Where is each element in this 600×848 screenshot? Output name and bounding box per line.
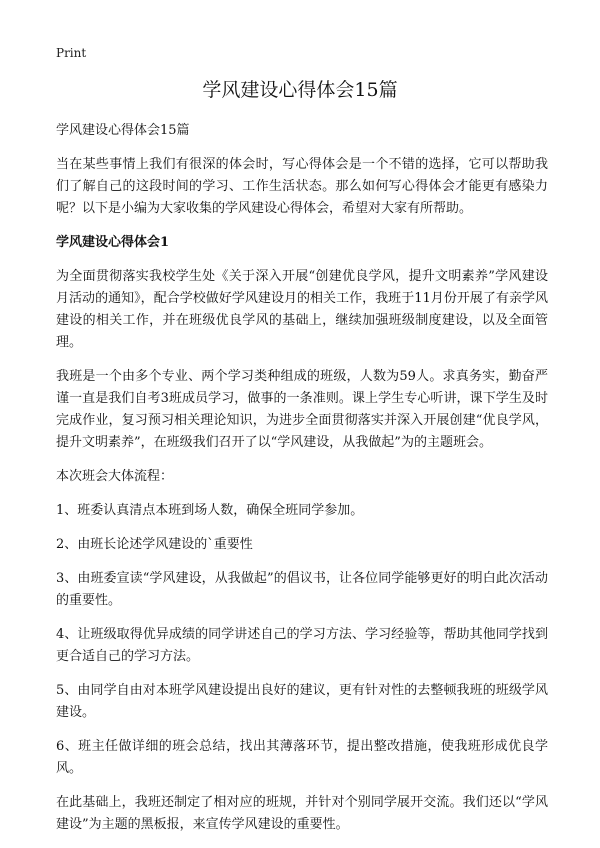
section-heading: 学风建设心得体会1: [56, 235, 170, 250]
list-item: 2、由班长论述学风建设的`重要性: [56, 537, 253, 552]
intro-paragraph: 当在某些事情上我们有很深的体会时，写心得体会是一个不错的选择，它可以帮助我们了解自己的这段时间的学习、工作生活状态。那么如何写心得体会才能更有感染力呢？以下是小编为大家收集的学风建设心得体会，希望对大家有所帮助。: [56, 157, 548, 216]
document-body: [56, 120, 548, 848]
document-subtitle: 学风建设心得体会15篇: [56, 123, 190, 138]
closing-paragraph: 在此基础上，我班还制定了相对应的班规，并针对个别同学展开交流。我们还以“学风建设”为主题的黑板报，来宣传学风建设的重要性。: [56, 795, 548, 832]
print-label: Print: [56, 46, 87, 60]
body-paragraph: 我班是一个由多个专业、两个学习类种组成的班级，人数为59人。求真务实，勤奋严谨一直是我们自考3班成员学习，做事的一条准则。课上学生专心听讲，课下学生及时完成作业，复习预习相关理论知识，为进步全面贯彻落实并深入开展创建“优良学风，提升文明素养”，在班级我们召开了以“学风建设，从我做起”为的主题班会。: [56, 369, 548, 450]
list-item: 3、由班委宣读“学风建设，从我做起”的倡议书，让各位同学能够更好的明白此次活动的重要性。: [56, 571, 548, 608]
flow-intro: 本次班会大体流程：: [56, 469, 174, 484]
list-item: 6、班主任做详细的班会总结，找出其薄落环节，提出整改措施，使我班形成优良学风。: [56, 739, 548, 776]
list-item: 5、由同学自由对本班学风建设提出良好的建议，更有针对性的去整顿我班的班级学风建设。: [56, 683, 548, 720]
flow-list: [56, 500, 548, 780]
body-paragraph: 为全面贯彻落实我校学生处《关于深入开展“创建优良学风，提升文明素养”学风建设月活动的通知》，配合学校做好学风建设月的相关工作，我班于11月份开展了有亲学风建设的相关工作，并在班级优良学风的基础上，继续加强班级制度建设，以及全面管理。: [56, 269, 548, 350]
list-item: 1、班委认真清点本班到场人数，确保全班同学参加。: [56, 503, 364, 518]
list-item: 4、让班级取得优异成绩的同学讲述自己的学习方法、学习经验等，帮助其他同学找到更合适自己的学习方法。: [56, 627, 548, 664]
page-title: 学风建设心得体会15篇: [202, 79, 398, 101]
